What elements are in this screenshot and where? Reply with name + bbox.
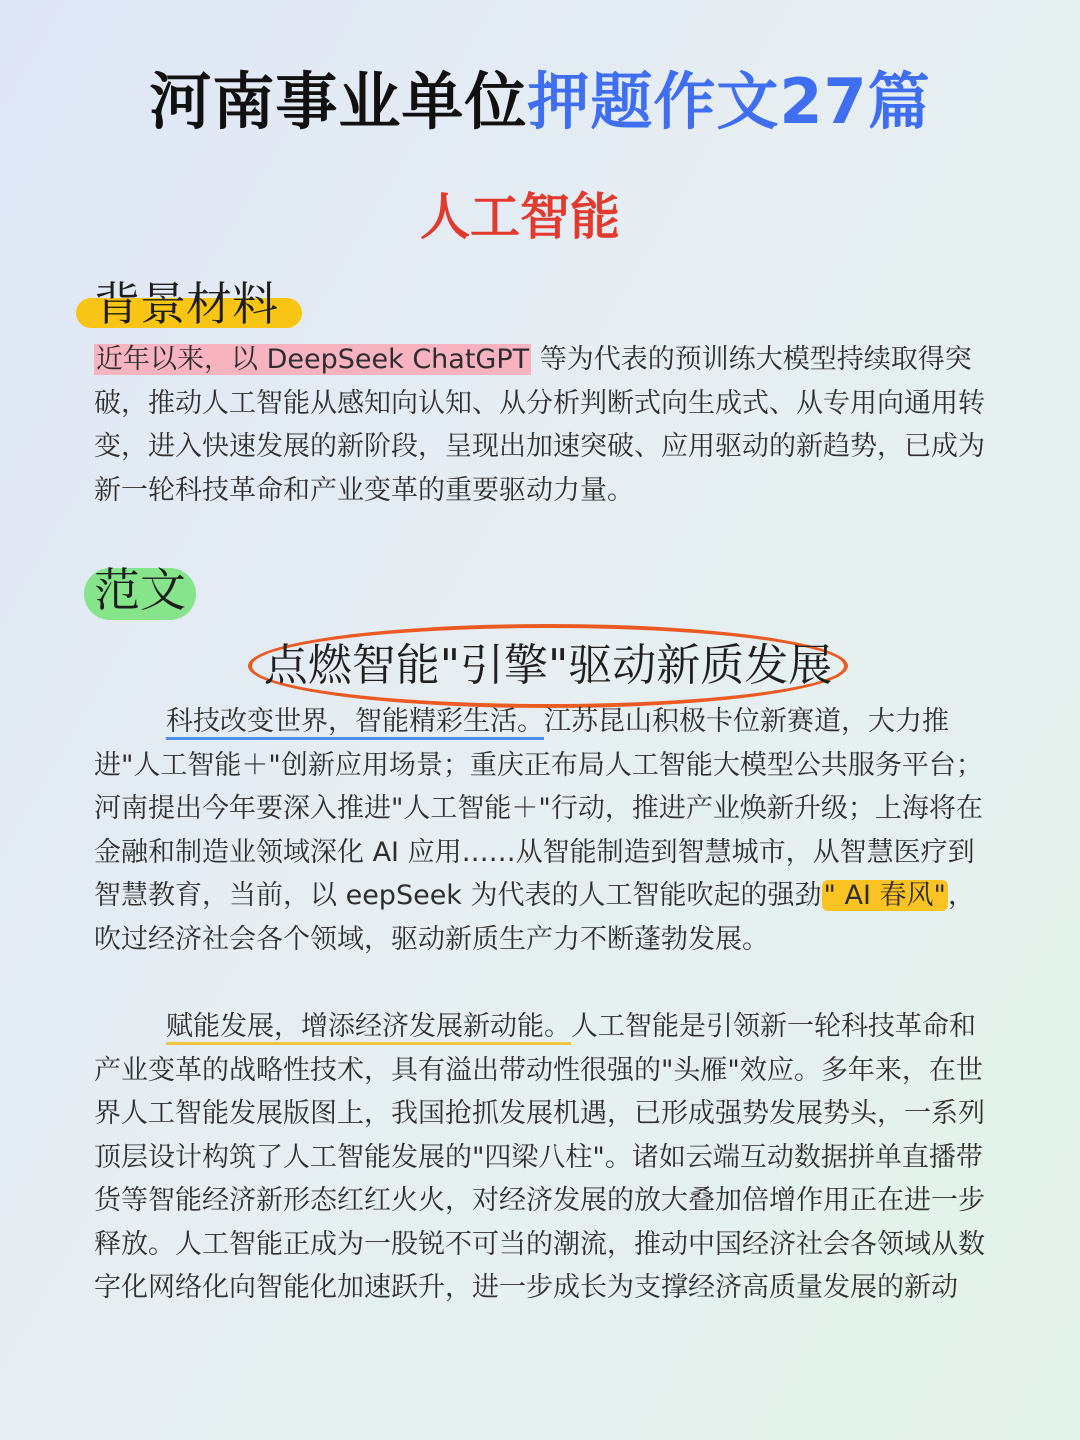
essay-heading xyxy=(94,562,186,618)
essay-lead-a: 科技改变世界， xyxy=(166,706,355,740)
ai-spring-highlight: " AI 春风" xyxy=(823,880,946,911)
background-paragraph xyxy=(94,338,994,512)
background-highlight: 近年以来，以 DeepSeek ChatGPT xyxy=(96,344,530,375)
background-heading-label: 背景材料 xyxy=(94,277,278,331)
essay-lead-2: 赋能发展，增添经济发展新动能。 xyxy=(166,1011,571,1045)
background-heading xyxy=(94,276,278,332)
essay-text-1b: ，吹过经济社会各个领域，驱动新质生产力不断蓬勃发展。 xyxy=(94,880,975,955)
page-title-main: 河南事业单位 xyxy=(149,65,528,138)
background-text: 等为代表的预训练大模型持续取得突破，推动人工智能从感知向认知、从分析判断式向生成式、从专用向通用转变，进入快速发展的新阶段，呈现出加速突破、应用驱动的新趋势，已成为新一轮科技革命和产业变革的重要驱动力量。 xyxy=(94,344,985,506)
essay-heading-label: 范文 xyxy=(94,563,186,617)
page-title-accent: 押题作文27篇 xyxy=(527,65,931,138)
essay-title: 点燃智能"引擎"驱动新质发展 xyxy=(248,624,848,708)
essay-paragraph-1 xyxy=(94,700,994,961)
essay-paragraph-2 xyxy=(94,1005,994,1310)
topic-subtitle: 人工智能 xyxy=(420,188,620,246)
essay-text-1a: 江苏昆山积极卡位新赛道，大力推进"人工智能＋"创新应用场景；重庆正布局人工智能大模型公共服务平台；河南提出今年要深入推进"人工智能＋"行动，推进产业焕新升级；上海将在金融和制造业领域深化 AI 应用……从智能制造到智慧城市，从智慧医疗到智慧教育，当前，以 eepSeek 为代表的人工智能吹起的强劲 xyxy=(94,706,983,911)
page-title xyxy=(0,62,1080,142)
essay-text-2: 人工智能是引领新一轮科技革命和产业变革的战略性技术，具有溢出带动性很强的"头雁"效应。多年来，在世界人工智能发展版图上，我国抢抓发展机遇，已形成强势发展势头，一系列顶层设计构筑了人工智能发展的"四梁八柱"。诸如云端互动数据拼单直播带货等智能经济新形态红红火火，对经济发展的放大叠加倍增作用正在进一步释放。人工智能正成为一股锐不可当的潮流，推动中国经济社会各领域从数字化网络化向智能化加速跃升，进一步成长为支撑经济高质量发展的新动 xyxy=(94,1011,985,1303)
essay-lead-b: 智能精彩生活。 xyxy=(355,706,544,740)
essay-title-container xyxy=(0,624,1080,708)
